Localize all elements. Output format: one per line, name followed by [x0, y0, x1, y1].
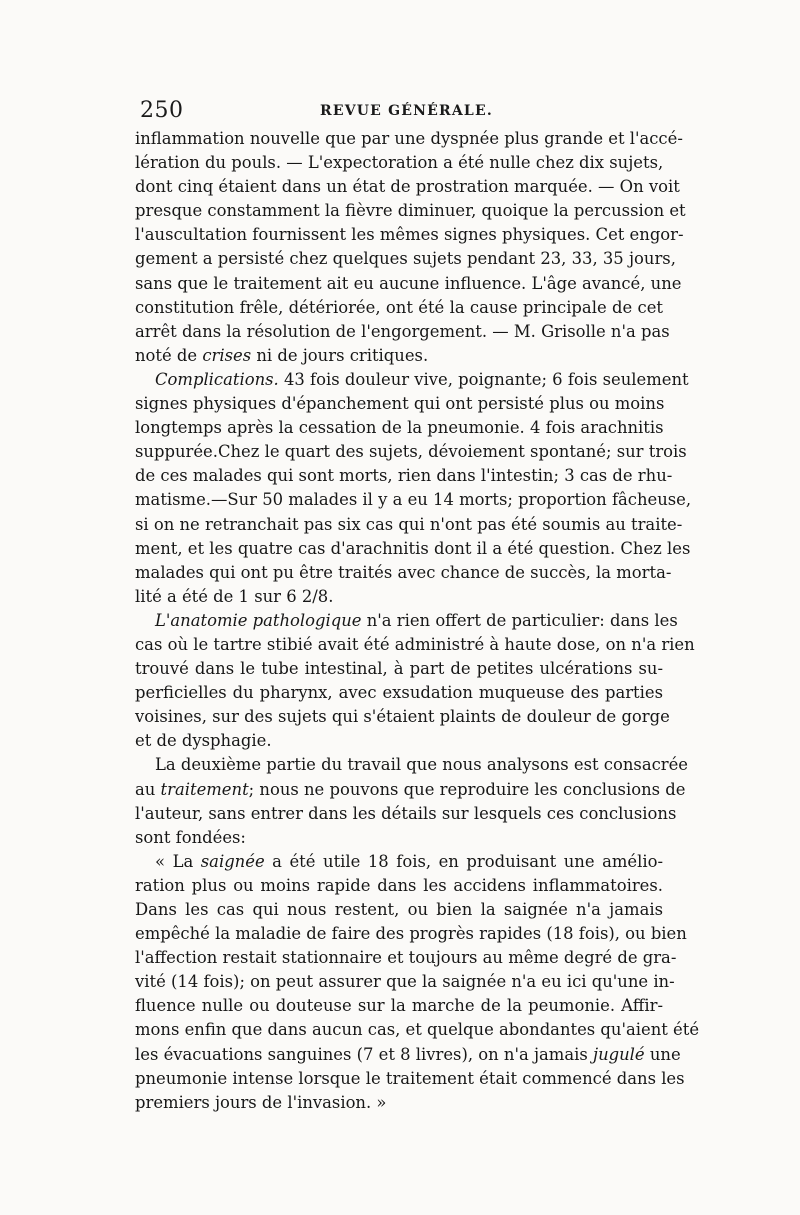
text-run: les évacuations sanguines (7 et 8 livres), on n'a jamais — [135, 1044, 593, 1064]
text-line: gement a persisté chez quelques sujets pendant 23, 33, 35 jours, — [135, 249, 676, 269]
text-line: suppurée.Chez le quart des sujets, dévoiement spontané; sur trois — [135, 442, 687, 462]
text-line: mons enfin que dans aucun cas, et quelque abondantes qu'aient été — [135, 1020, 700, 1040]
text-line — [135, 368, 689, 392]
text-line: trouvé dans le tube intestinal, à part de petites ulcérations su- — [135, 659, 663, 679]
italic-term: saignée — [200, 851, 265, 871]
text-line: matisme.—Sur 50 malades il y a eu 14 morts; proportion fâcheuse, — [135, 490, 692, 510]
italic-term: jugulé — [592, 1044, 645, 1064]
text-line: inflammation nouvelle que par une dyspnée plus grande et l'accé- — [135, 129, 683, 148]
text-line: pneumonie intense lorsque le traitement était commencé dans les — [135, 1068, 685, 1088]
text-line: dont cinq étaient dans un état de prostration marquée. — On voit — [135, 177, 680, 197]
text-line: Dans les cas qui nous restent, ou bien la saignée n'a jamais — [135, 900, 663, 919]
text-line: lité a été de 1 sur 6 2/8. — [135, 586, 334, 606]
text-line — [135, 778, 686, 802]
running-title: REVUE GÉNÉRALE. — [320, 103, 493, 119]
text-line: ration plus ou moins rapide dans les accidens inflammatoires. — [135, 875, 663, 895]
text-line: sans que le traitement ait eu aucune influence. L'âge avancé, une — [135, 273, 682, 293]
italic-term: Complications. — [155, 369, 279, 389]
text-line: ment, et les quatre cas d'arachnitis dont il a été question. Chez les — [135, 538, 691, 558]
text-line: malades qui ont pu être traités avec chance de succès, la morta- — [135, 562, 672, 582]
text-line — [135, 1043, 681, 1067]
text-line: fluence nulle ou douteuse sur la marche de la peumonie. Affir- — [135, 996, 663, 1016]
text-run: noté de — [135, 345, 203, 365]
italic-term: L'anatomie pathologique — [155, 610, 362, 630]
page-number: 250 — [140, 98, 184, 123]
text-line: La deuxième partie du travail que nous analysons est consacrée — [155, 755, 688, 775]
text-line: l'auteur, sans entrer dans les détails sur lesquels ces conclusions — [135, 803, 677, 823]
article-body — [135, 127, 700, 1115]
text-line — [135, 850, 663, 874]
paragraph-quote — [135, 850, 700, 1115]
text-line: vité (14 fois); on peut assurer que la saignée n'a eu ici qu'une in- — [135, 972, 675, 992]
text-line: signes physiques d'épanchement qui ont persisté plus ou moins — [135, 394, 665, 414]
italic-term: traitement — [160, 779, 249, 799]
text-run: ; nous ne pouvons que reproduire les conclusions de — [248, 779, 686, 799]
text-line: longtemps après la cessation de la pneumonie. 4 fois arachnitis — [135, 418, 664, 438]
text-line: voisines, sur des sujets qui s'étaient plaints de douleur de gorge — [135, 707, 670, 727]
text-line: perficielles du pharynx, avec exsudation muqueuse des parties — [135, 683, 663, 703]
text-run: « La — [155, 851, 201, 871]
text-line: l'auscultation fournissent les mêmes signes physiques. Cet engor- — [135, 225, 684, 245]
text-line: lération du pouls. — L'expectoration a été nulle chez dix sujets, — [135, 153, 664, 173]
text-line: premiers jours de l'invasion. » — [135, 1092, 387, 1112]
text-run: ni de jours critiques. — [251, 345, 429, 365]
italic-term: crises — [202, 345, 252, 365]
text-line: presque constamment la fièvre diminuer, quoique la percussion et — [135, 201, 686, 221]
paragraph — [135, 368, 692, 609]
text-line: cas où le tartre stibié avait été administré à haute dose, on n'a rien — [135, 634, 695, 654]
paragraph — [135, 609, 695, 754]
text-line: l'affection restait stationnaire et toujours au même degré de gra- — [135, 948, 677, 968]
text-line: empêché la maladie de faire des progrès rapides (18 fois), ou bien — [135, 924, 687, 944]
text-line: et de dysphagie. — [135, 731, 272, 751]
text-run: au — [135, 779, 161, 799]
paragraph — [135, 753, 688, 849]
paragraph — [135, 127, 686, 368]
text-line: si on ne retranchait pas six cas qui n'ont pas été soumis au traite- — [135, 514, 683, 534]
text-line: arrêt dans la résolution de l'engorgement. — M. Grisolle n'a pas — [135, 321, 670, 341]
text-run: a été utile 18 fois, en produisant une amélio- — [264, 851, 663, 871]
text-line: de ces malades qui sont morts, rien dans l'intestin; 3 cas de rhu- — [135, 466, 673, 486]
text-run: 43 fois douleur vive, poignante; 6 fois seulement — [278, 369, 689, 389]
text-line: constitution frêle, détériorée, ont été la cause principale de cet — [135, 297, 663, 317]
text-line: sont fondées: — [135, 827, 246, 847]
page-header — [140, 98, 660, 128]
text-line — [135, 344, 663, 368]
text-line — [135, 609, 678, 633]
text-run: n'a rien offert de particulier: dans les — [361, 610, 678, 630]
text-run: une — [644, 1044, 681, 1064]
